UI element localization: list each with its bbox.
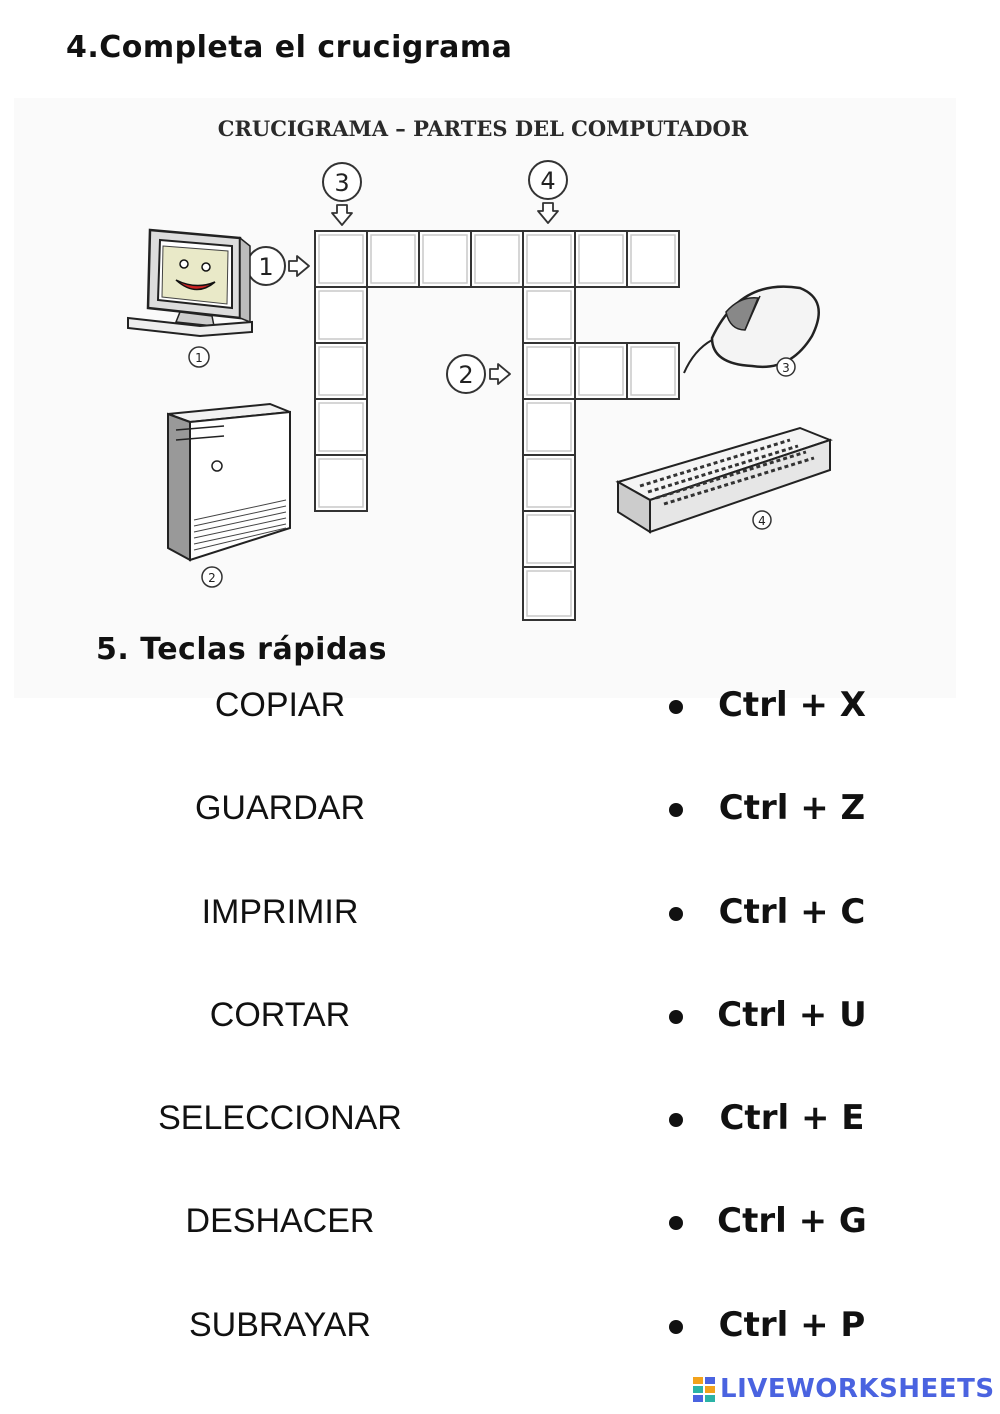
svg-text:2: 2: [208, 571, 216, 585]
crossword-grid: [315, 231, 679, 620]
match-bullet[interactable]: [669, 700, 683, 714]
crossword-cell[interactable]: [523, 511, 575, 567]
action-label: CORTAR: [209, 996, 351, 1034]
match-bullet[interactable]: [669, 1010, 683, 1024]
shortcut-label: Ctrl + X: [717, 685, 866, 725]
liveworksheets-icon: [692, 1375, 716, 1403]
crossword-cell[interactable]: [523, 567, 575, 620]
action-label: DESHACER: [185, 1202, 375, 1240]
match-bullet[interactable]: [669, 803, 683, 817]
svg-text:3: 3: [334, 169, 350, 197]
crossword-figure: [0, 0, 1000, 640]
crossword-cell[interactable]: [523, 399, 575, 455]
crossword-cell[interactable]: [627, 343, 679, 399]
clue-2-marker: [447, 355, 510, 393]
shortcut-label: Ctrl + P: [718, 1305, 866, 1345]
crossword-cell[interactable]: [627, 231, 679, 287]
keyboard-picture: [618, 428, 830, 532]
svg-text:1: 1: [258, 253, 274, 281]
clue-1-marker: [247, 247, 309, 285]
crossword-cell[interactable]: [523, 343, 575, 399]
svg-text:4: 4: [540, 167, 556, 195]
match-bullet[interactable]: [669, 1216, 683, 1230]
crossword-cell[interactable]: [315, 455, 367, 511]
shortcut-label: Ctrl + U: [717, 995, 867, 1035]
mouse-picture: [684, 287, 819, 376]
match-bullet[interactable]: [669, 1113, 683, 1127]
svg-text:1: 1: [195, 351, 203, 365]
svg-text:3: 3: [782, 361, 790, 375]
crossword-title: CRUCIGRAMA – PARTES DEL COMPUTADOR: [217, 116, 749, 141]
action-label: IMPRIMIR: [201, 893, 359, 931]
shortcut-label: Ctrl + E: [719, 1098, 865, 1138]
liveworksheets-logo: [692, 1372, 995, 1406]
match-bullet[interactable]: [669, 1320, 683, 1334]
svg-text:2: 2: [458, 361, 474, 389]
clue-3-marker: [323, 163, 361, 225]
down-arrow-icon: [332, 205, 352, 225]
crossword-cell[interactable]: [367, 231, 419, 287]
crossword-cell[interactable]: [523, 287, 575, 343]
crossword-cell[interactable]: [419, 231, 471, 287]
crossword-cell[interactable]: [575, 343, 627, 399]
shortcut-label: Ctrl + C: [718, 892, 866, 932]
action-label: SELECCIONAR: [158, 1099, 402, 1137]
crossword-cell[interactable]: [315, 399, 367, 455]
tower-case-picture: [168, 404, 290, 587]
right-arrow-icon: [490, 364, 510, 384]
shortcut-label: Ctrl + Z: [718, 788, 866, 828]
shortcut-label: Ctrl + G: [717, 1201, 867, 1241]
svg-text:4: 4: [758, 514, 766, 528]
crossword-cell[interactable]: [523, 231, 575, 287]
section-4-heading: 4.Completa el crucigrama: [66, 30, 513, 65]
action-label: COPIAR: [214, 686, 346, 724]
action-label: SUBRAYAR: [188, 1306, 371, 1344]
right-arrow-icon: [289, 256, 309, 276]
liveworksheets-wordmark: LIVEWORKSHEETS: [720, 1374, 995, 1404]
crossword-cell[interactable]: [471, 231, 523, 287]
monitor-picture: [128, 230, 252, 367]
crossword-cell[interactable]: [315, 231, 367, 287]
match-bullet[interactable]: [669, 907, 683, 921]
action-label: GUARDAR: [194, 789, 366, 827]
crossword-cell[interactable]: [315, 287, 367, 343]
crossword-cell[interactable]: [315, 343, 367, 399]
crossword-cell[interactable]: [575, 231, 627, 287]
down-arrow-icon: [538, 203, 558, 223]
crossword-cell[interactable]: [523, 455, 575, 511]
clue-4-marker: [529, 161, 567, 223]
section-5-heading: 5. Teclas rápidas: [96, 632, 388, 667]
